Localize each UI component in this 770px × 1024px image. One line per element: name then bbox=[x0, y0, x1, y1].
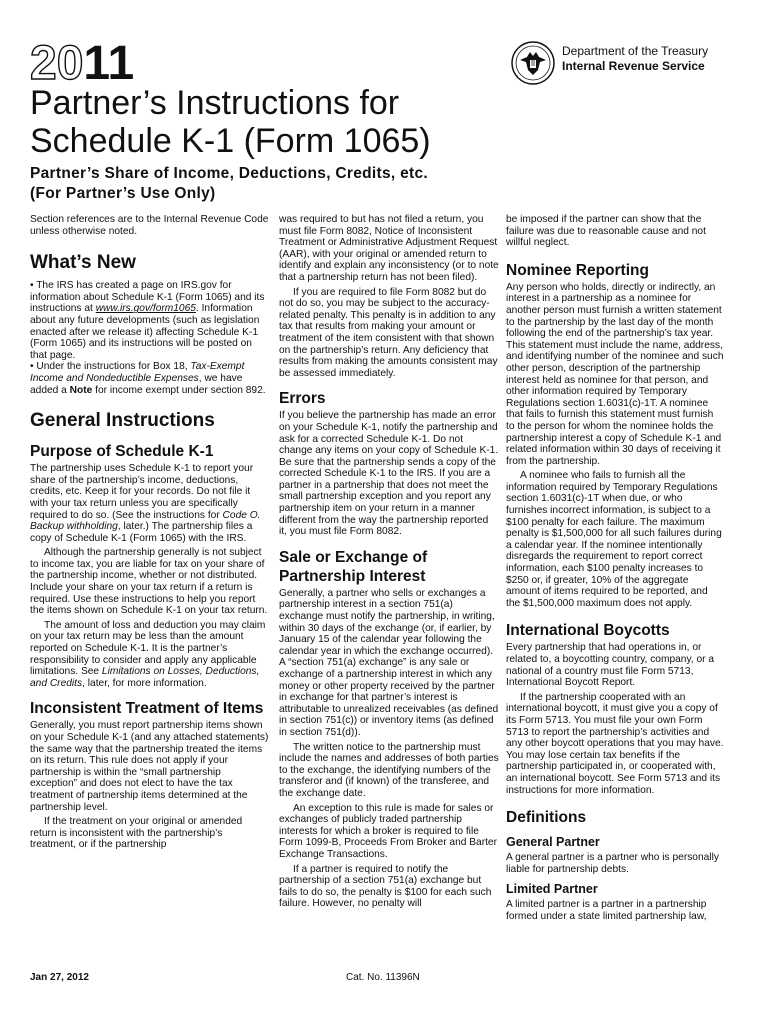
purpose-p1-text: The partnership uses Schedule K-1 to report your share of the partnership’s income, deductions, credits, etc. Keep it for your records. Do not file it with your tax return unless you are specifically required to do so. (See the instructions for bbox=[30, 463, 254, 521]
international-boycotts-heading: International Boycotts bbox=[506, 622, 670, 640]
boycott-paragraph-2: If the partnership cooperated with an international boycott, it must give you a copy of its Form 5713. You must file your own Form 5713 to report the partnership’s activities and any other boycott operations that you may have. You may lose certain tax benefits if the partnership participated in, or cooperated with, an international boycott. See Form 5713 and its instructions for more information. bbox=[506, 691, 724, 796]
general-instructions-heading: General Instructions bbox=[30, 410, 215, 432]
general-partner-heading: General Partner bbox=[506, 835, 600, 850]
column-1 bbox=[30, 214, 270, 851]
col3-paragraph-1: be imposed if the partner can show that the failure was due to reasonable cause and not willful neglect. bbox=[506, 214, 706, 249]
sale-exchange-heading: Sale or Exchange of Partnership Interest bbox=[279, 548, 428, 585]
purpose-p3-end: , later, for more information. bbox=[82, 677, 207, 689]
purpose-paragraph-2: Although the partnership generally is not subject to income tax, you are liable for tax on your share of the partnership income, whether or not distributed. Include your share on your tax return if a return is required. Use these instructions to help you report the items shown on Schedule K-1 on your tax return. bbox=[30, 547, 268, 617]
general-partner-paragraph: A general partner is a partner who is personally liable for partnership debts. bbox=[506, 852, 719, 875]
wn-b2-italic: Tax-Exempt Income and Nondeductible Expenses bbox=[30, 361, 245, 384]
definitions-heading: Definitions bbox=[506, 809, 587, 827]
column-2 bbox=[279, 214, 499, 910]
page-title bbox=[30, 84, 550, 160]
col2-paragraph-2: If you are required to file Form 8082 but do not do so, you may be subject to the accuracy-related penalty. This penalty is in addition to any tax that results from making your amount or treatment of the item consistent with that shown on the partnership’s return. Any deficiency that results from making the amounts consistent may be assessed immediately. bbox=[279, 286, 498, 379]
wn-b1-text: • The IRS has created a page on IRS.gov for information about Schedule K-1 (Form 1065) and its instructions at bbox=[30, 280, 265, 315]
nominee-reporting-heading: Nominee Reporting bbox=[506, 261, 649, 279]
agency-irs: Internal Revenue Service bbox=[562, 59, 705, 73]
footer-cat-no: Cat. No. 11396N bbox=[346, 972, 420, 983]
wn-b2-end: for income exempt under section 892. bbox=[92, 384, 266, 396]
whats-new-heading: What’s New bbox=[30, 252, 136, 274]
wn-b2-text: • Under the instructions for Box 18, bbox=[30, 361, 191, 373]
inconsistent-paragraph-2: If the treatment on your original or amended return is inconsistent with the partnership’s treatment, or if the partnership bbox=[30, 816, 243, 851]
whats-new-bullet-2 bbox=[30, 361, 270, 396]
errors-heading: Errors bbox=[279, 390, 326, 408]
year-outline-digits: 20 bbox=[30, 37, 84, 90]
inconsistent-paragraph-1: Generally, you must report partnership items shown on your Schedule K-1 (and any attached statements) the same way that the partnership treated the items on its return. This rule does not apply if your partnership is within the “small partnership exception” and does not elect to have the tax treatment of partnership items determined at the partnership level. bbox=[30, 720, 269, 813]
nominee-paragraph-2: A nominee who fails to furnish all the information required by Temporary Regulations section 1.6031(c)-1T when due, or who furnishes incorrect information, is subject to a $100 penalty for each failure. The maximum penalty is $1,500,000 for all such failures during a calendar year. If the nominee intentionally disregards the requirement to report correct information, each $100 penalty increases to $250 or, if greater, 10% of the aggregate amount of items required to be reported, and the $1,500,000 maximum does not apply. bbox=[506, 470, 722, 609]
year-solid-digits: 11 bbox=[83, 37, 135, 90]
limited-partner-heading: Limited Partner bbox=[506, 882, 598, 897]
irs-eagle-seal-icon bbox=[510, 40, 556, 86]
intro-paragraph: Section references are to the Internal Revenue Code unless otherwise noted. bbox=[30, 214, 269, 237]
tax-year bbox=[30, 37, 135, 90]
purpose-p1-end: , later.) The partnership files a copy of Schedule K-1 (Form 1065) with the IRS. bbox=[30, 521, 253, 544]
footer-date: Jan 27, 2012 bbox=[30, 972, 89, 983]
agency-department: Department of the Treasury bbox=[562, 44, 709, 58]
purpose-p1-italic: Code O. Backup withholding bbox=[30, 509, 261, 533]
nominee-paragraph-1: Any person who holds, directly or indirectly, an interest in a partnership as a nominee for another person must furnish a written statement to the partnership by the last day of the month following the end of the partnership’s tax year. This statement must include the name, address, and identifying number of the nominee and such other person, description of the partnership interest held as nominee for that person, and other information required by Temporary Regulations section 1.6031(c)-1T. A nominee that fails to furnish this statement must furnish to the person for whom the nominee holds the partnership interest a copy of Schedule K-1 and related information within 30 days of receiving it from the partnership. bbox=[506, 281, 724, 467]
boycott-paragraph-1: Every partnership that had operations in, or related to, a boycotting country, company, or a national of a country must file Form 5713, International Boycott Report. bbox=[506, 642, 715, 689]
sale-paragraph-3: An exception to this rule is made for sales or exchanges of publicly traded partnership interests for which a broker is required to file Form 1099-B, Proceeds From Broker and Barter Exchange Transactions. bbox=[279, 802, 497, 860]
purpose-paragraph-1 bbox=[30, 463, 270, 544]
purpose-p3-italic: Limitations on Losses, Deductions, and Credits bbox=[30, 666, 260, 689]
purpose-paragraph-3 bbox=[30, 620, 270, 690]
purpose-heading: Purpose of Schedule K-1 bbox=[30, 443, 214, 461]
wn-b1-text-end: . Information about any future developments (such as legislation enacted after we release it) affecting Schedule K-1 (Form 1065) and its instructions will be posted on that page. bbox=[30, 303, 260, 361]
irs-form1065-link[interactable]: www.irs.gov/form1065 bbox=[95, 303, 196, 315]
title-line-1: Partner’s Instructions for bbox=[30, 84, 400, 122]
wn-b2-note: Note bbox=[69, 384, 93, 396]
inconsistent-treatment-heading: Inconsistent Treatment of Items bbox=[30, 700, 264, 718]
title-line-2: Schedule K-1 (Form 1065) bbox=[30, 122, 431, 160]
sale-paragraph-4: If a partner is required to notify the partnership of a section 751(a) exchange but fails to do so, the penalty is $100 for each such failure. However, no penalty will bbox=[279, 863, 492, 910]
col2-paragraph-1: was required to but has not filed a return, you must file Form 8082, Notice of Inconsistent Treatment or Administrative Adjustment Request (AAR), with your original or amended return to identify and explain any inconsistency (or to note that a partnership return has not been filed). bbox=[279, 214, 499, 283]
sale-paragraph-1: Generally, a partner who sells or exchanges a partnership interest in a section 751(a) exchange must notify the partnership, in writing, within 30 days of the exchange (or, if earlier, by January 15 of the calendar year following the calendar year in which the exchange occurred). A “section 751(a) exchange” is any sale or exchange of a partnership interest in which any money or other property received by the partner in exchange for that partner’s interest is attributable to unrealized receivables (as defined in section 751(c)) or inventory items (as defined in section 751(d)). bbox=[279, 587, 499, 738]
purpose-p3-text: The amount of loss and deduction you may claim on your tax return may be less than the amount reported on Schedule K-1. It is the partner’s responsibility to consider and apply any applicable limitations. See bbox=[30, 619, 266, 678]
errors-paragraph: If you believe the partnership has made an error on your Schedule K-1, notify the partnership and ask for a corrected Schedule K-1. Do not change any items on your copy of Schedule K-1. Be sure that the partnership sends a copy of the corrected Schedule K-1 to the IRS. If you are a partner in a partnership that does not meet the small partnership exception and you report any partnership item on your return in a manner different from the way the partnership reported it, you must file Form 8082. bbox=[279, 410, 499, 538]
sale-paragraph-2: The written notice to the partnership must include the names and addresses of both parties to the exchange, the identifying numbers of the transferor and (if known) of the transferee, and the exchange date. bbox=[279, 741, 499, 799]
wn-b2-mid: , we have added a bbox=[30, 372, 243, 396]
column-3 bbox=[506, 214, 724, 923]
page-subtitle bbox=[30, 164, 428, 204]
agency-block bbox=[562, 44, 708, 74]
limited-partner-paragraph: A limited partner is a partner in a partnership formed under a state limited partnership law, bbox=[506, 899, 707, 922]
subtitle-line-2: (For Partner’s Use Only) bbox=[30, 185, 216, 202]
subtitle-line-1: Partner’s Share of Income, Deductions, Credits, etc. bbox=[30, 165, 429, 182]
whats-new-bullet-1 bbox=[30, 280, 270, 361]
